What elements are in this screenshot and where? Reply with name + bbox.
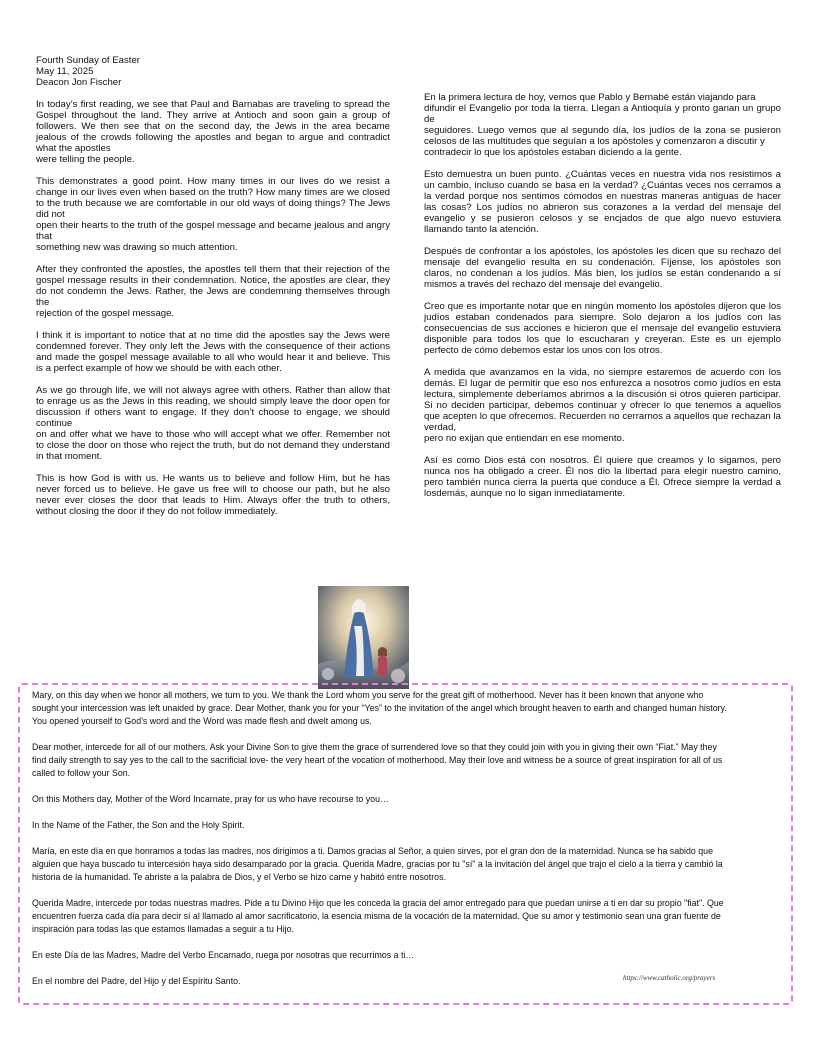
english-paragraph: After they confronted the apostles, the apostles tell them that their rejection of the gospel message results in their condemnation. Notice, the apostles are clear, they do not condemn the Jews. Rather, the Jews are condemning themselves through the rejection of the gospel message. bbox=[36, 264, 390, 319]
spanish-paragraph: Esto demuestra un buen punto. ¿Cuántas veces en nuestra vida nos resistimos a un cambio, incluso cuando se basa en la verdad? ¿Cuántas veces nos cerramos a la verdad porque nos sentimos cómodos en nuestras maneras antiguas de hacer las cosas? Los judíos no abrieron sus corazones a la verdad del mensaje del evangelio y se pusieron celosos y se encjados de que algo nuevo estuviera llamando tanto la atención. bbox=[424, 169, 781, 235]
homily-author: Deacon Jon Fischer bbox=[36, 77, 122, 88]
spanish-paragraph: Creo que es importante notar que en ningún momento los apóstoles dijeron que los judíos estaban condenados para siempre. Solo dejaron a los judíos con las consecuencias de sus acciones e hicieron que el mensaje del evangelio estuviera disponible para todos los que lo escucharan y creyeran. Este es un ejemplo perfecto de cómo debemos estar los unos con los otros. bbox=[424, 301, 781, 356]
english-paragraph: As we go through life, we will not always agree with others. Rather than allow that to enrage us as the Jews in this reading, we should simply leave the door open for discussion if others want to engage. If they don’t choose to engage, we should continue on and offer what we have to those who will accept what we offer. Remember not to close the door on those who reject the truth, but do not demand they understand in that moment. bbox=[36, 385, 390, 462]
english-paragraph: This is how God is with us. He wants us to believe and follow Him, but he has never forced us to believe. He gave us free will to choose our path, but he also never ever closes the door that leads to Him. Always offer the truth to others, without closing the door if they do not follow immediately. bbox=[36, 473, 390, 517]
homily-title: Fourth Sunday of Easter bbox=[36, 55, 140, 66]
prayer-paragraph: En este Día de las Madres, Madre del Verbo Encarnado, ruega por nosotras que recurrimos a ti… bbox=[32, 950, 415, 961]
spanish-paragraph: A medida que avanzamos en la vida, no siempre estaremos de acuerdo con los demás. El lugar de permitir que eso nos enfurezca a nosotros como judíos en esta lectura, simplemente deberíamos abrirnos a la discusión si otros quieren participar. Si no deciden participar, debemos continuar y ofrecer lo que tenemos a aquellos que acepten lo que ofrecemos. Recuerden no cerrarnos a aquellos que rechazan la verdad, pero no exijan que entiendan en ese momento. bbox=[424, 367, 781, 444]
spanish-paragraph: En la primera lectura de hoy, vemos que Pablo y Bernabé están viajando para difundir el Evangelio por toda la tierra. Llegan a Antioquía y pronto ganan un grupo de seguidores. Luego vemos que al segundo día, los judíos de la zona se pusieron celosos de las multitudes que seguían a los apóstoles y comenzaron a discutir y contradecir lo que los apóstoles estaban diciendo a la gente. bbox=[424, 92, 781, 158]
prayer-paragraph: On this Mothers day, Mother of the Word Incarnate, pray for us who have recourse to you… bbox=[32, 794, 389, 805]
prayer-paragraph: En el nombre del Padre, del Hijo y del Espíritu Santo. bbox=[32, 976, 241, 987]
english-paragraph: This demonstrates a good point. How many times in our lives do we resist a change in our lives even when based on the truth? How many times are we closed to the truth because we are comfortable in our old ways of doing things? The Jews did not open their hearts to the truth of the gospel message and became jealous and angry that something new was drawing so much attention. bbox=[36, 176, 390, 253]
spanish-paragraph: Así es como Dios está con nosotros. Él quiere que creamos y lo sigamos, pero nunca nos ha obligado a creer. Él nos dio la libertad para elegir nuestro camino, pero también nunca cierra la puerta que conduce a Él. Ofrece siempre la verdad a losdemás, aunque no lo sigan inmediatamente. bbox=[424, 455, 781, 499]
homily-date: May 11, 2025 bbox=[36, 66, 94, 77]
mary-and-child-image bbox=[318, 586, 409, 689]
english-paragraph: In today’s first reading, we see that Paul and Barnabas are traveling to spread the Gospel throughout the land. They arrive at Antioch and soon gain a group of followers. We then see that on the second day, the Jews in the area became jealous of the crowds following the apostles and began to argue and contradict what the apostles were telling the people. bbox=[36, 99, 390, 165]
spanish-column bbox=[424, 92, 781, 510]
prayer-paragraph: María, en este día en que honramos a todas las madres, nos dirigimos a ti. Damos gracias al Señor, a quien sirves, por el gran don de la maternidad. Nunca se ha sabido que alguien que haya buscado tu intercesión haya sido desamparado por la gracia. Querida Madre, gracias por tu "sí" a la invitación del ángel que trajo el cielo a la tierra y cambió la historia de la humanidad. Te abriste a la palabra de Dios, y el Verbo se hizo carne y habitó entre nosotros. bbox=[32, 846, 723, 883]
english-column bbox=[36, 55, 390, 528]
prayer-paragraph: Mary, on this day when we honor all mothers, we turn to you. We thank the Lord whom you serve for the great gift of motherhood. Never has it been known that anyone who sought your intercession was left unaided by grace. Dear Mother, thank you for your “Yes” to the invitation of the angel which brought heaven to earth and changed human history. You opened yourself to God’s word and the Word was made flesh and dwelt among us. bbox=[32, 690, 727, 727]
spanish-paragraph: Después de confrontar a los apóstoles, los apóstoles les dicen que su rechazo del mensaje del evangelio resulta en su condenación. Fíjense, los apóstoles son claros, no condenan a los judíos. Más bien, los judíos se están condenando a sí mismos a través del rechazo del mensaje del evangelio. bbox=[424, 246, 781, 290]
prayer-paragraph: Querida Madre, intercede por todas nuestras madres. Pide a tu Divino Hijo que les conceda la gracia del amor entregado para que puedan unirse a ti en dar su propio "fiat". Que encuentren fuerza cada día para decir sí al llamado al amor sacrificatorio, la esencia misma de la vocación de la maternidad. Que su amor y testimonio sean una gran fuente de inspiración para todas las que estamos llamadas a seguir a tu Hijo. bbox=[32, 898, 724, 935]
prayer-paragraph: Dear mother, intercede for all of our mothers. Ask your Divine Son to give them the grace of surrendered love so that they could join with you in giving their own “Fiat.” May they find daily strength to say yes to the call to the sacrificial love- the very heart of the vocation of motherhood. May their love and witness be a source of great inspiration for all of us called to follow your Son. bbox=[32, 742, 723, 779]
english-paragraph: I think it is important to notice that at no time did the apostles say the Jews were condemned forever. They only left the Jews with the consequence of their actions and made the gospel message available to all who would hear it and believe. This is a perfect example of how we should be with each other. bbox=[36, 330, 390, 374]
prayer-paragraph: In the Name of the Father, the Son and the Holy Spirit. bbox=[32, 820, 245, 831]
homily-header bbox=[36, 55, 390, 88]
source-link[interactable]: https://www.catholic.org/prayers bbox=[623, 974, 716, 982]
mothers-day-prayer bbox=[32, 689, 729, 1001]
